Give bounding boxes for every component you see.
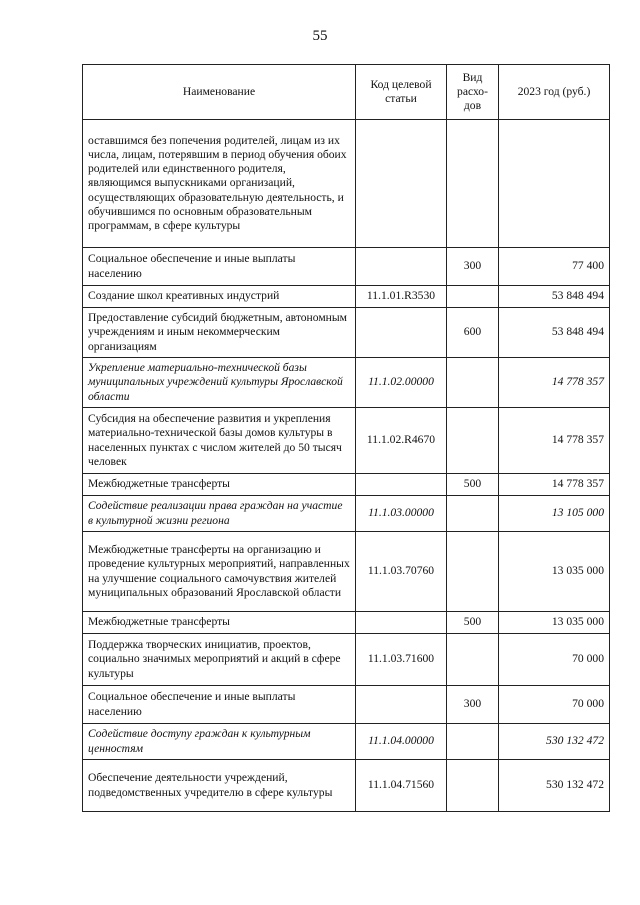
cell-code	[356, 612, 447, 634]
cell-name: Межбюджетные трансферты на организацию и проведение культурных мероприятий, направленных на улучшение социального самочувствия жителей муниципальных образований Ярославской области	[83, 532, 356, 612]
cell-name: Укрепление материально-технической базы муниципальных учреждений культуры Ярославской области	[83, 358, 356, 408]
cell-sum: 13 035 000	[499, 532, 610, 612]
cell-name: Содействие реализации права граждан на участие в культурной жизни региона	[83, 496, 356, 532]
cell-sum: 53 848 494	[499, 308, 610, 358]
cell-kind	[447, 286, 499, 308]
cell-kind	[447, 724, 499, 760]
cell-kind: 300	[447, 686, 499, 724]
cell-sum: 14 778 357	[499, 408, 610, 474]
cell-name: Межбюджетные трансферты	[83, 612, 356, 634]
table-row	[83, 308, 610, 358]
page-number: 55	[312, 28, 328, 44]
cell-name: Обеспечение деятельности учреждений, подведомственных учредителю в сфере культуры	[83, 760, 356, 812]
table-row	[83, 286, 610, 308]
cell-sum: 14 778 357	[499, 474, 610, 496]
cell-code: 11.1.02.R4670	[356, 408, 447, 474]
cell-code	[356, 120, 447, 248]
cell-name: Межбюджетные трансферты	[83, 474, 356, 496]
cell-name: Поддержка творческих инициатив, проектов, социально значимых мероприятий и акций в сфере культуры	[83, 634, 356, 686]
table-row	[83, 760, 610, 812]
cell-sum: 530 132 472	[499, 724, 610, 760]
table-row	[83, 248, 610, 286]
cell-name: Социальное обеспечение и иные выплаты населению	[83, 686, 356, 724]
cell-name: Социальное обеспечение и иные выплаты населению	[83, 248, 356, 286]
table-row	[83, 358, 610, 408]
cell-code: 11.1.04.00000	[356, 724, 447, 760]
table-header-row	[83, 65, 610, 120]
table-row	[83, 634, 610, 686]
table-row	[83, 408, 610, 474]
table-row	[83, 474, 610, 496]
cell-code	[356, 686, 447, 724]
cell-kind	[447, 634, 499, 686]
table-row	[83, 686, 610, 724]
cell-kind	[447, 532, 499, 612]
cell-code: 11.1.03.71600	[356, 634, 447, 686]
cell-kind	[447, 760, 499, 812]
budget-table	[82, 64, 610, 812]
cell-name: Создание школ креативных индустрий	[83, 286, 356, 308]
cell-sum: 13 105 000	[499, 496, 610, 532]
cell-sum	[499, 120, 610, 248]
cell-kind	[447, 496, 499, 532]
cell-name: Субсидия на обеспечение развития и укрепления материально-технической базы домов культуры в населенных пунктах с числом жителей до 50 тысяч человек	[83, 408, 356, 474]
cell-code	[356, 248, 447, 286]
table-row	[83, 532, 610, 612]
cell-sum: 13 035 000	[499, 612, 610, 634]
cell-name: Предоставление субсидий бюджетным, автономным учреждениям и иным некоммерческим организациям	[83, 308, 356, 358]
table-row	[83, 612, 610, 634]
cell-kind	[447, 358, 499, 408]
cell-kind: 500	[447, 474, 499, 496]
cell-code	[356, 308, 447, 358]
cell-code	[356, 474, 447, 496]
cell-sum: 70 000	[499, 634, 610, 686]
cell-kind: 500	[447, 612, 499, 634]
table-row	[83, 496, 610, 532]
cell-kind: 600	[447, 308, 499, 358]
cell-sum: 530 132 472	[499, 760, 610, 812]
cell-code: 11.1.04.71560	[356, 760, 447, 812]
cell-code: 11.1.01.R3530	[356, 286, 447, 308]
cell-code: 11.1.02.00000	[356, 358, 447, 408]
cell-sum: 77 400	[499, 248, 610, 286]
table-row	[83, 120, 610, 248]
cell-sum: 70 000	[499, 686, 610, 724]
table-row	[83, 724, 610, 760]
cell-kind: 300	[447, 248, 499, 286]
header-name: Наименование	[83, 65, 356, 120]
cell-name: Содействие доступу граждан к культурным ценностям	[83, 724, 356, 760]
cell-kind	[447, 408, 499, 474]
header-sum: 2023 год (руб.)	[499, 65, 610, 120]
cell-sum: 53 848 494	[499, 286, 610, 308]
header-kind: Вид расхо-дов	[447, 65, 499, 120]
cell-code: 11.1.03.00000	[356, 496, 447, 532]
header-code: Код целевой статьи	[356, 65, 447, 120]
cell-name: оставшимся без попечения родителей, лицам из их числа, лицам, потерявшим в период обучения обоих родителей или единственного родителя, являющимся выпускниками организаций, осуществляющих образовательную деятельность, и обучившимся по основным образовательным программам, в сфере культуры	[83, 120, 356, 248]
cell-sum: 14 778 357	[499, 358, 610, 408]
cell-kind	[447, 120, 499, 248]
cell-code: 11.1.03.70760	[356, 532, 447, 612]
